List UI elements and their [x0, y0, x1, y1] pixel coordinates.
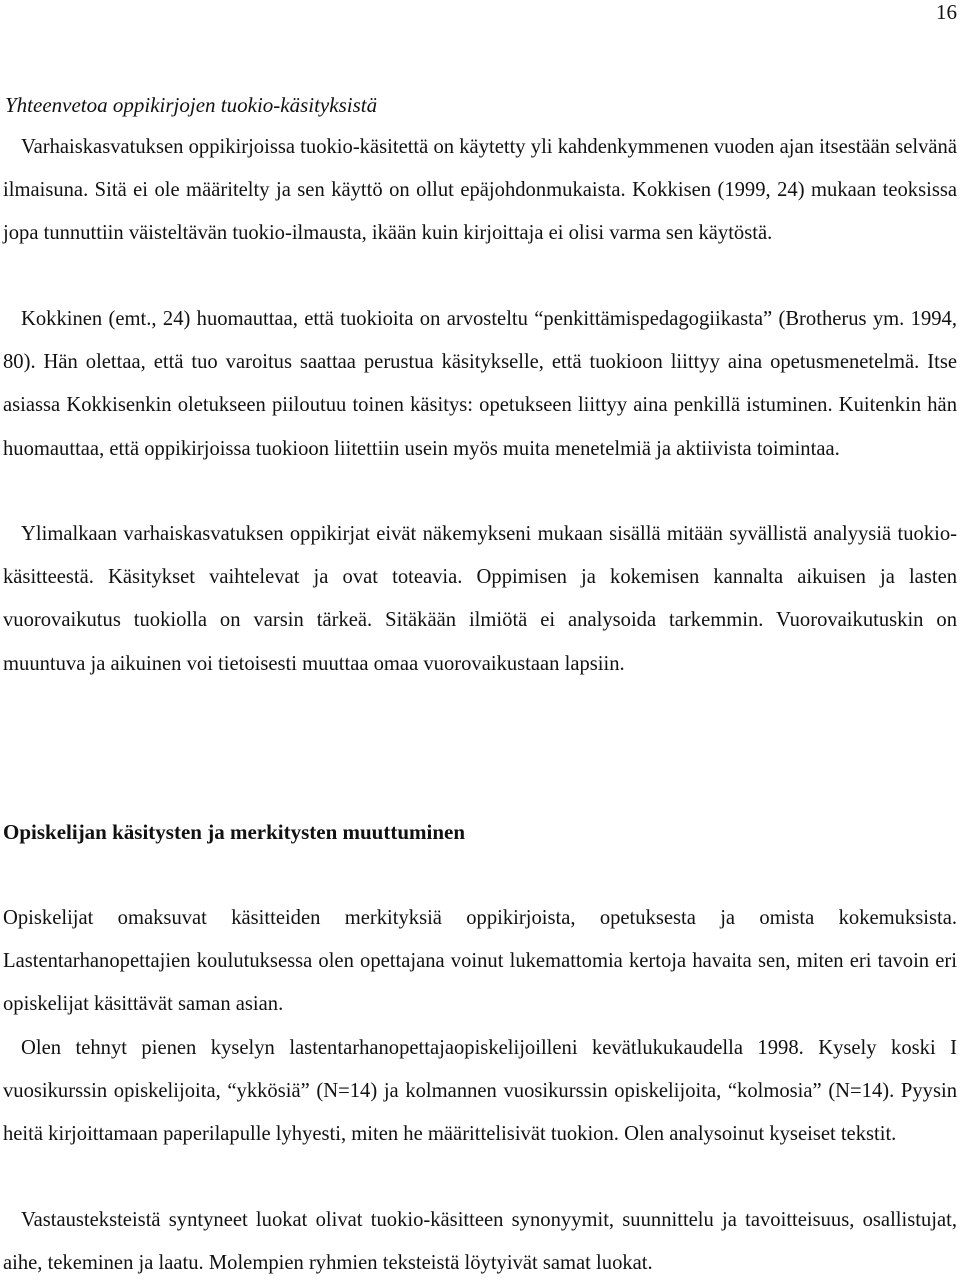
section-title: Yhteenvetoa oppikirjojen tuokio-käsityksistä: [5, 93, 378, 117]
paragraph: Vastausteksteistä syntyneet luokat olivat tuokio-käsitteen synonyymit, suunnittelu ja tavoitteisuus, osallistujat, aihe, tekeminen ja laatu. Molempien ryhmien teksteistä löytyivät samat luokat.: [3, 1209, 957, 1275]
paragraph: Opiskelijat omaksuvat käsitteiden merkityksiä oppikirjoista, opetuksesta ja omista kokemuksista. Lastentarhanopettajien koulutuksessa olen opettajana voinut lukemattomia kertoja havaita sen, miten eri tavoin eri opiskelijat käsittävät saman asian.: [3, 907, 957, 1016]
page-number: 16: [936, 0, 957, 24]
paragraph: Varhaiskasvatuksen oppikirjoissa tuokio-käsitettä on käytetty yli kahdenkymmenen vuoden ajan itsestään selvänä ilmaisuna. Sitä ei ole määritelty ja sen käyttö on ollut epäjohdonmukaista. Kokkisen (1999, 24) mukaan teoksissa jopa tunnuttiin väisteltävän tuokio-ilmausta, ikään kuin kirjoittaja ei olisi varma sen käytöstä.: [3, 136, 957, 245]
paragraph: Kokkinen (emt., 24) huomauttaa, että tuokioita on arvosteltu “penkittämispedagogiikasta” (Brotherus ym. 1994, 80). Hän olettaa, että tuo varoitus saattaa perustua käsitykselle, että tuokioon liittyy aina opetusmenetelmä. Itse asiassa Kokkisenkin oletukseen piiloutuu toinen käsitys: opetukseen liittyy aina penkillä istuminen. Kuitenkin hän huomauttaa, että oppikirjoissa tuokioon liitettiin usein myös muita menetelmiä ja aktiivista toimintaa.: [3, 308, 957, 460]
paragraph: Olen tehnyt pienen kyselyn lastentarhanopettajaopiskelijoilleni kevätlukukaudella 1998. Kysely koski I vuosikurssin opiskelijoita, “ykkösiä” (N=14) ja kolmannen vuosikurssin opiskelijoita, “kolmosia” (N=14). Pyysin heitä kirjoittamaan paperilapulle lyhyesti, miten he määrittelisivät tuokion. Olen analysoinut kyseiset tekstit.: [3, 1037, 957, 1146]
section-heading: Opiskelijan käsitysten ja merkitysten muuttuminen: [3, 820, 466, 844]
paragraph: Ylimalkaan varhaiskasvatuksen oppikirjat eivät näkemykseni mukaan sisällä mitään syvällistä analyysiä tuokio-käsitteestä. Käsitykset vaihtelevat ja ovat toteavia. Oppimisen ja kokemisen kannalta aikuisen ja lasten vuorovaikutus tuokiolla on varsin tärkeä. Sitäkään ilmiötä ei analysoida tarkemmin. Vuorovaikutuskin on muuntuva ja aikuinen voi tietoisesti muuttaa omaa vuorovaikustaan lapsiin.: [3, 523, 957, 675]
